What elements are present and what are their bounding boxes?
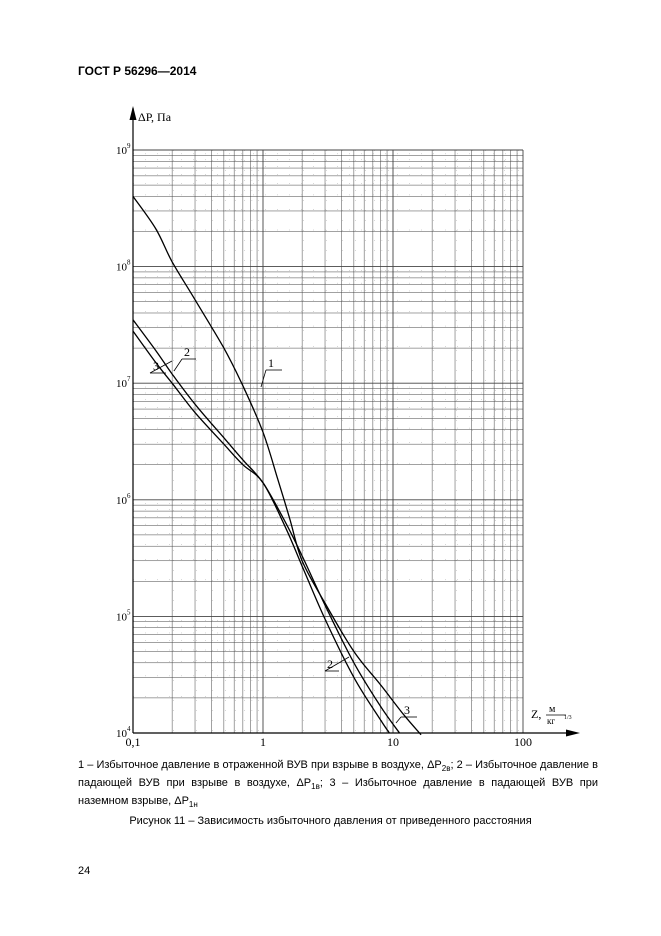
- series-label-2: 2: [184, 345, 190, 359]
- series-label-3: 3: [404, 703, 410, 717]
- series-label-leader-3: [396, 717, 401, 723]
- caption-sub-1n: 1н: [188, 800, 198, 810]
- chart-series-labels: [150, 345, 417, 723]
- page-number: 24: [78, 865, 91, 877]
- y-axis-label: ΔP, Па: [138, 110, 172, 124]
- x-tick-label: 1: [260, 735, 266, 749]
- y-tick-label: $10^6$: [116, 491, 131, 507]
- x-tick-label: 100: [514, 735, 532, 749]
- series-label-3: 3: [153, 359, 159, 373]
- series-label-leader-1: [261, 370, 266, 387]
- chart-tick-labels: [116, 142, 532, 749]
- document-header: ГОСТ Р 56296—2014: [78, 64, 197, 78]
- caption-sub-1v: 1в: [311, 782, 320, 792]
- series-label-1: 1: [268, 356, 274, 370]
- chart-axes: [130, 106, 581, 737]
- caption-text-1: 1 – Избыточное давление в отраженной ВУВ при взрыве в воздухе, ΔP: [78, 759, 442, 771]
- series-label-leader-2: [174, 359, 182, 371]
- x-axis-unit-exponent: 1/3: [564, 715, 572, 721]
- series-line-2: [133, 320, 400, 733]
- x-axis-label-group: [531, 704, 572, 726]
- x-axis-unit-numerator: м: [549, 704, 556, 715]
- series-line-1: [133, 196, 421, 734]
- x-axis-label: Z,: [531, 707, 542, 721]
- y-tick-label: $10^7$: [116, 375, 131, 391]
- caption-text-3: ; 3 – Избыточное давление в падающей ВУВ при наземном взрыве, ΔP: [78, 777, 598, 808]
- series-label-2: 2: [327, 657, 333, 671]
- chart-grid: [133, 150, 523, 733]
- caption-sub-2v: 2в: [441, 764, 451, 774]
- y-tick-label: $10^9$: [116, 142, 131, 157]
- figure-title: Рисунок 11 – Зависимость избыточного давления от приведенного расстояния: [129, 815, 532, 827]
- figure-legend-caption: [78, 758, 598, 813]
- caption-text-2: ; 2 – Избыточное давление в падающей ВУВ при взрыве в воздухе, ΔP: [78, 759, 598, 790]
- y-tick-label: $10^5$: [116, 608, 131, 624]
- x-axis-arrow: [566, 730, 580, 737]
- y-tick-label: $10^8$: [116, 258, 131, 274]
- chart-series: [133, 196, 421, 734]
- x-axis-unit-denominator: кг: [547, 716, 556, 726]
- y-axis-arrow: [130, 106, 137, 120]
- x-tick-label: 10: [387, 735, 399, 749]
- x-tick-label: 0,1: [125, 735, 141, 749]
- series-line-3: [133, 331, 389, 733]
- y-tick-label: $10^4$: [116, 725, 131, 740]
